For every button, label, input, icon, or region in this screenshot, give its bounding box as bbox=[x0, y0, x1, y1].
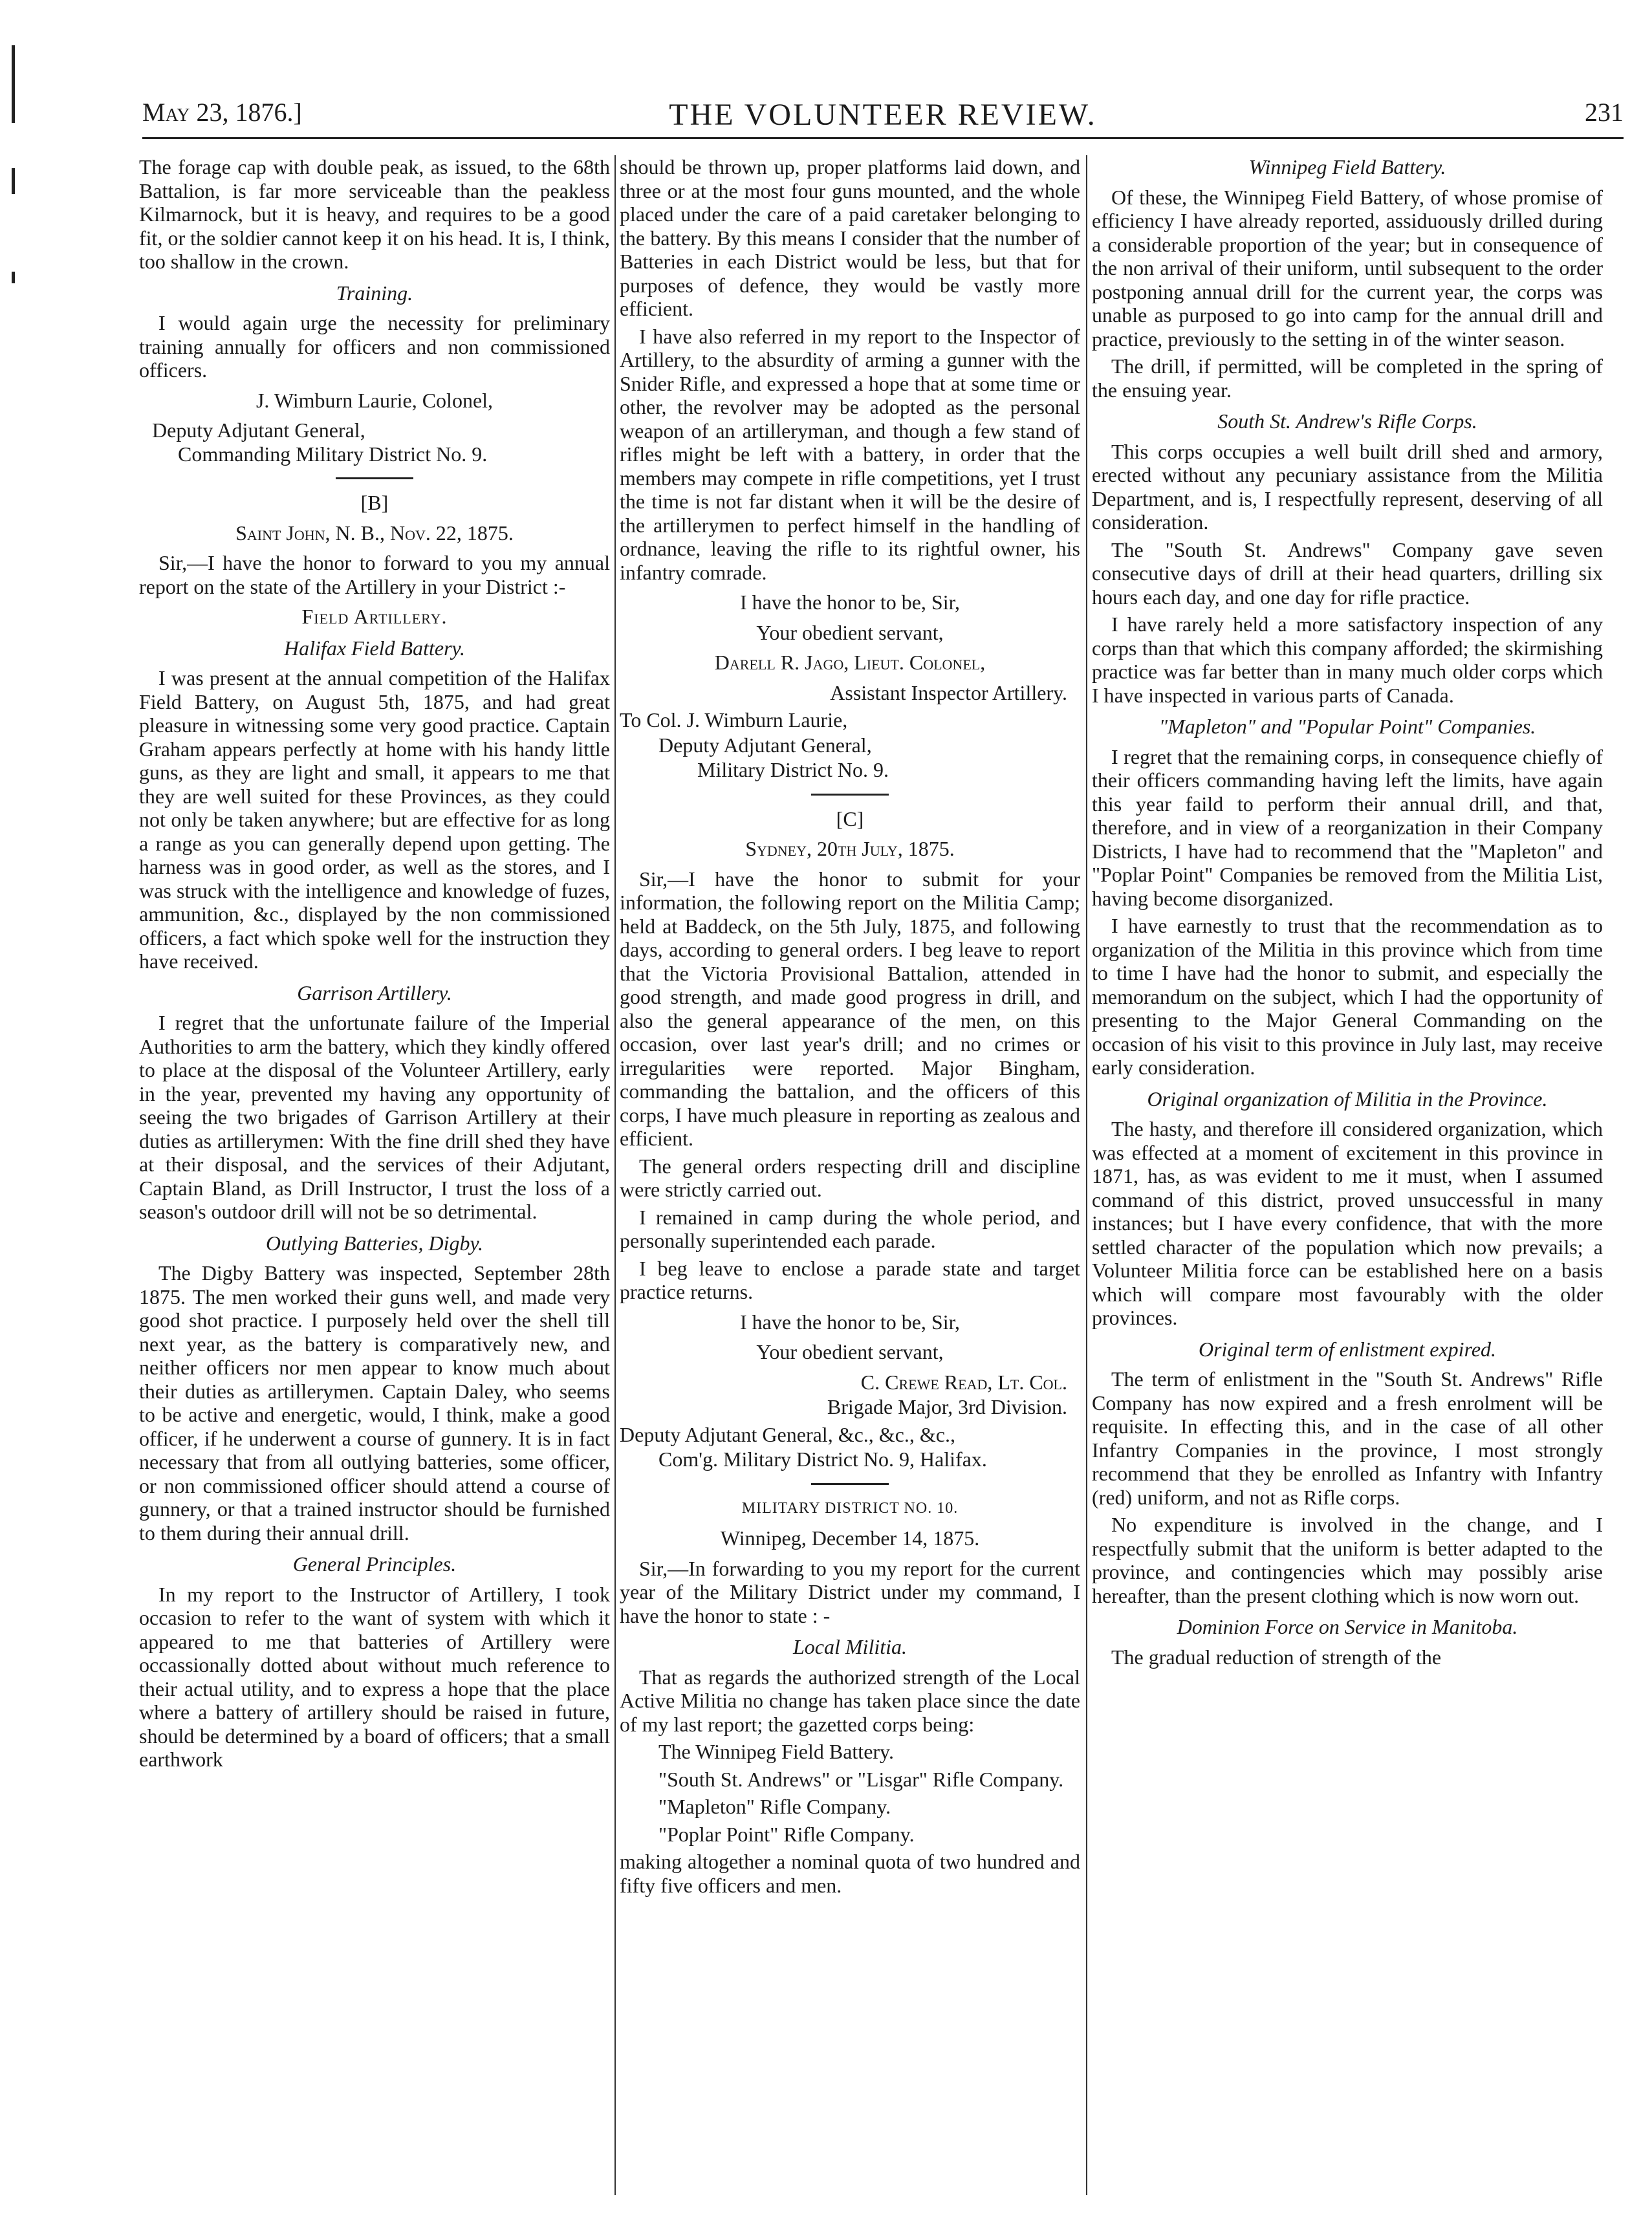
addressee: Military District No. 9. bbox=[697, 758, 889, 781]
section-heading: Original organization of Militia in the Province. bbox=[1147, 1087, 1548, 1111]
page-number: 231 bbox=[1585, 98, 1624, 127]
column-middle bbox=[620, 155, 1080, 2195]
list-item: "Mapleton" Rifle Company. bbox=[658, 1795, 891, 1818]
closing-line: Your obedient servant, bbox=[756, 620, 944, 644]
publication-title: THE VOLUNTEER REVIEW. bbox=[669, 98, 1097, 132]
paragraph: The "South St. Andrews" Company gave seven consecutive days of drill at their head quarters, drilling six hours each day, and one day for rifle practice. bbox=[1092, 537, 1603, 609]
addressee: Com'g. Military District No. 9, Halifax. bbox=[658, 1448, 987, 1471]
section-heading: "Mapleton" and "Popular Point" Companies. bbox=[1158, 715, 1536, 738]
page-header bbox=[142, 97, 1624, 146]
paragraph: I was present at the annual competition of the Halifax Field Battery, on August 5th, 1875, and had great pleasure in witnessing some very good practice. Captain Graham appears perfectly at home with his handy little guns, as they are light and small, it appears to me that they are well suited for these Provinces, as they could not only be taken anywhere; but are effective for as long a range as you can generally depend upon getting. The harness was in good order, as well as the stores, and I was struck with the intelligence and knowledge of fuzes, ammunition, &c., displayed by the non commissioned officers, a fact which spoke well for the instruction they have received. bbox=[139, 666, 610, 973]
dateline: Winnipeg, December 14, 1875. bbox=[720, 1526, 980, 1550]
section-divider bbox=[811, 794, 889, 796]
section-heading: Outlying Batteries, Digby. bbox=[266, 1231, 483, 1255]
paragraph: I beg leave to enclose a parade state and target practice returns. bbox=[620, 1256, 1080, 1303]
margin-binding-mark bbox=[12, 45, 15, 123]
section-heading: Original term of enlistment expired. bbox=[1198, 1337, 1497, 1361]
section-heading: Dominion Force on Service in Manitoba. bbox=[1177, 1615, 1518, 1638]
section-heading: Garrison Artillery. bbox=[297, 981, 452, 1004]
paragraph: making altogether a nominal quota of two hundred and fifty five officers and men. bbox=[620, 1850, 1080, 1897]
list-item: "Poplar Point" Rifle Company. bbox=[658, 1822, 915, 1846]
paragraph: I have earnestly to trust that the recommendation as to organization of the Militia in this province which from time to time I have had the honor to submit, and especially the memorandum on the subject, which I had the opportunity of presenting to the Major General Commanding on the occasion of his visit to this province in July last, may receive early consideration. bbox=[1092, 914, 1603, 1079]
column-rule bbox=[614, 155, 616, 2195]
section-divider bbox=[336, 477, 413, 479]
signature-title: Assistant Inspector Artillery. bbox=[830, 680, 1067, 704]
margin-binding-mark bbox=[12, 272, 15, 283]
paragraph: I regret that the unfortunate failure of the Imperial Authorities to arm the battery, which they kindly offered to place at the disposal of the Volunteer Artillery, early in the year, prevented my having any opportunity of seeing the two brigades of Garrison Artillery at their duties as artillerymen: With the fine drill shed they have at their disposal, and the services of their Adjutant, Captain Bland, as Drill Instructor, I trust the loss of a season's outdoor drill will not be so detrimental. bbox=[139, 1011, 610, 1223]
addressee: Deputy Adjutant General, bbox=[658, 733, 872, 757]
paragraph: The hasty, and therefore ill considered organization, which was effected at a moment of excitement in this province in 1871, has, as was evident to me it must, when I assumed command of this district, proved unsuccessful in many instances; but I have every confidence, that with the more settled character of the population which now prevails; a Volunteer Militia force can be established here on a basis which will compare most favourably with the older provinces. bbox=[1092, 1117, 1603, 1329]
section-heading: Training. bbox=[336, 281, 413, 305]
list-item: "South St. Andrews" or "Lisgar" Rifle Company. bbox=[658, 1767, 1064, 1791]
paragraph: Sir,—In forwarding to you my report for the current year of the Military District under my command, I have the honor to state : - bbox=[620, 1556, 1080, 1627]
report-marker: [C] bbox=[836, 807, 864, 830]
paragraph: should be thrown up, proper platforms laid down, and three or at the most four guns mounted, and the whole placed under the care of a paid caretaker belonging to the battery. By this means I consider that the number of Batteries in each District would be less, but that for purposes of defence, they would be vastly more efficient. bbox=[620, 155, 1080, 320]
paragraph: No expenditure is involved in the change, and I respectfully submit that the uniform is better adapted to the province, and contingencies which may possibly arise hereafter, than the present clothing which is now worn out. bbox=[1092, 1513, 1603, 1607]
paragraph: That as regards the authorized strength of the Local Active Militia no change has taken place since the date of my last report; the gazetted corps being: bbox=[620, 1665, 1080, 1736]
paragraph: I would again urge the necessity for preliminary training annually for officers and non commissioned officers. bbox=[139, 311, 610, 382]
report-marker: [B] bbox=[360, 491, 389, 514]
dateline: Saint John, N. B., Nov. 22, 1875. bbox=[235, 521, 514, 545]
paragraph: The general orders respecting drill and discipline were strictly carried out. bbox=[620, 1154, 1080, 1201]
issue-date: May 23, 1876.] bbox=[142, 98, 302, 127]
paragraph: I have rarely held a more satisfactory inspection of any corps than that which this company afforded; the skirmishing practice was far better than in many much older corps which I have inspected in various parts of Canada. bbox=[1092, 613, 1603, 707]
margin-binding-mark bbox=[12, 168, 15, 194]
district-heading: MILITARY DISTRICT NO. 10. bbox=[741, 1499, 959, 1517]
column-rule bbox=[1086, 155, 1087, 2195]
section-heading: Halifax Field Battery. bbox=[284, 636, 465, 660]
signature-title: Brigade Major, 3rd Division. bbox=[827, 1395, 1067, 1418]
paragraph: The term of enlistment in the "South St. Andrews" Rifle Company has now expired and a fresh enrolment will be requisite. In effecting this, and in the case of all other Infantry Companies in the province, I most strongly recommend that they be enrolled as Infantry with Infantry (red) uniform, and not as Rifle corps. bbox=[1092, 1367, 1603, 1509]
section-heading: Winnipeg Field Battery. bbox=[1248, 155, 1446, 179]
paragraph: The gradual reduction of strength of the bbox=[1111, 1645, 1442, 1669]
section-heading: Field Artillery. bbox=[301, 605, 448, 628]
closing-line: I have the honor to be, Sir, bbox=[740, 591, 960, 614]
paragraph: In my report to the Instructor of Artillery, I took occasion to refer to the want of system with which it appeared to me that batteries of Artillery were occassionally dotted about without much reference to their actual utility, and to express a hope that the place where a battery of artillery should be raised in future, should be determined by a board of officers; that a small earthwork bbox=[139, 1582, 610, 1771]
list-item: The Winnipeg Field Battery. bbox=[658, 1740, 894, 1763]
paragraph: I regret that the remaining corps, in consequence chiefly of their officers commanding having left the limits, have again this year faild to perform their annual drill, and that, therefore, and in view of a reorganization in their Company Districts, I have had to recommend that the "Mapleton" and "Poplar Point" Companies be removed from the Militia List, having become disorganized. bbox=[1092, 744, 1603, 910]
closing-line: Your obedient servant, bbox=[756, 1340, 944, 1363]
section-divider bbox=[811, 1483, 889, 1485]
paragraph: The forage cap with double peak, as issued, to the 68th Battalion, is far more serviceable than the peakless Kilmarnock, but it is heavy, and requires to be a good fit, or the soldier cannot keep it on his head. It is, I think, too shallow in the crown. bbox=[139, 155, 610, 273]
closing-line: I have the honor to be, Sir, bbox=[740, 1310, 960, 1334]
paragraph: I have also referred in my report to the Inspector of Artillery, to the absurdity of arming a gunner with the Snider Rifle, and expressed a hope that at some time or other, the revolver may be adopted as the personal weapon of an artilleryman, and though a few stand of rifles might be left with a battery, in order that the members may compete in rifle competitions, yet I trust the time is not far distant when it will be the desire of the artillerymen to perfect himself in the handling of ordnance, leaving the rifle to its rightful owner, his infantry comrade. bbox=[620, 324, 1080, 584]
signature-title: Commanding Military District No. 9. bbox=[178, 442, 488, 466]
section-heading: South St. Andrew's Rifle Corps. bbox=[1217, 409, 1477, 433]
section-heading: General Principles. bbox=[292, 1552, 457, 1576]
addressee: Deputy Adjutant General, &c., &c., &c., bbox=[620, 1422, 955, 1446]
paragraph: Sir,—I have the honor to submit for your information, the following report on the Militia Camp; held at Baddeck, on the 5th July, 1875, and following days, according to general orders. I beg leave to report that the Victoria Provisional Battalion, attended in good strength, and made good progress in drill, and also the general appearance of the men, on this occasion, over last year's drill; and no crimes or irregularities were reported. Major Bingham, commanding the battalion, and the officers of this corps, I have much pleasure in reporting as zealous and efficient. bbox=[620, 867, 1080, 1150]
paragraph: Of these, the Winnipeg Field Battery, of whose promise of efficiency I have already reported, assiduously drilled during a considerable proportion of the year; but in consequence of the non arrival of their uniform, until subsequent to the order postponing annual drill for the current year, the corps was unable as purposed to go into camp for the annual drill and practice, previously to the setting in of the winter season. bbox=[1092, 185, 1603, 351]
column-left bbox=[139, 155, 610, 2195]
header-rule bbox=[142, 137, 1624, 139]
signature-name: C. Crewe Read, Lt. Col. bbox=[860, 1370, 1067, 1394]
paragraph: The Digby Battery was inspected, September 28th 1875. The men worked their guns well, and made very good shot practice. I purposely held over the shell till next year, as the battery is comparatively new, and neither officers nor men appear to know much about their duties as artillerymen. Captain Daley, who seems to be active and energetic, would, I think, make a good officer, if he underwent a course of gunnery. It is in fact necessary that from all outlying batteries, some officer, or non commissioned officer should attend a course of gunnery, or that a trained instructor should be furnished to them during their annual drill. bbox=[139, 1261, 610, 1545]
section-heading: Local Militia. bbox=[793, 1635, 907, 1658]
paragraph: I remained in camp during the whole period, and personally superintended each parade. bbox=[620, 1205, 1080, 1252]
signature-name: J. Wimburn Laurie, Colonel, bbox=[255, 388, 494, 412]
dateline: Sydney, 20th July, 1875. bbox=[745, 837, 955, 860]
signature-name: Darell R. Jago, Lieut. Colonel, bbox=[714, 651, 986, 674]
column-right bbox=[1092, 155, 1603, 2195]
paragraph: Sir,—I have the honor to forward to you my annual report on the state of the Artillery in your District :- bbox=[139, 551, 610, 598]
signature-title: Deputy Adjutant General, bbox=[152, 418, 365, 442]
paragraph: This corps occupies a well built drill shed and armory, erected without any pecuniary assistance from the Militia Department, and is, I respectfully represent, deserving of all consideration. bbox=[1092, 439, 1603, 534]
paragraph: The drill, if permitted, will be completed in the spring of the ensuing year. bbox=[1092, 354, 1603, 402]
addressee: To Col. J. Wimburn Laurie, bbox=[620, 708, 848, 732]
